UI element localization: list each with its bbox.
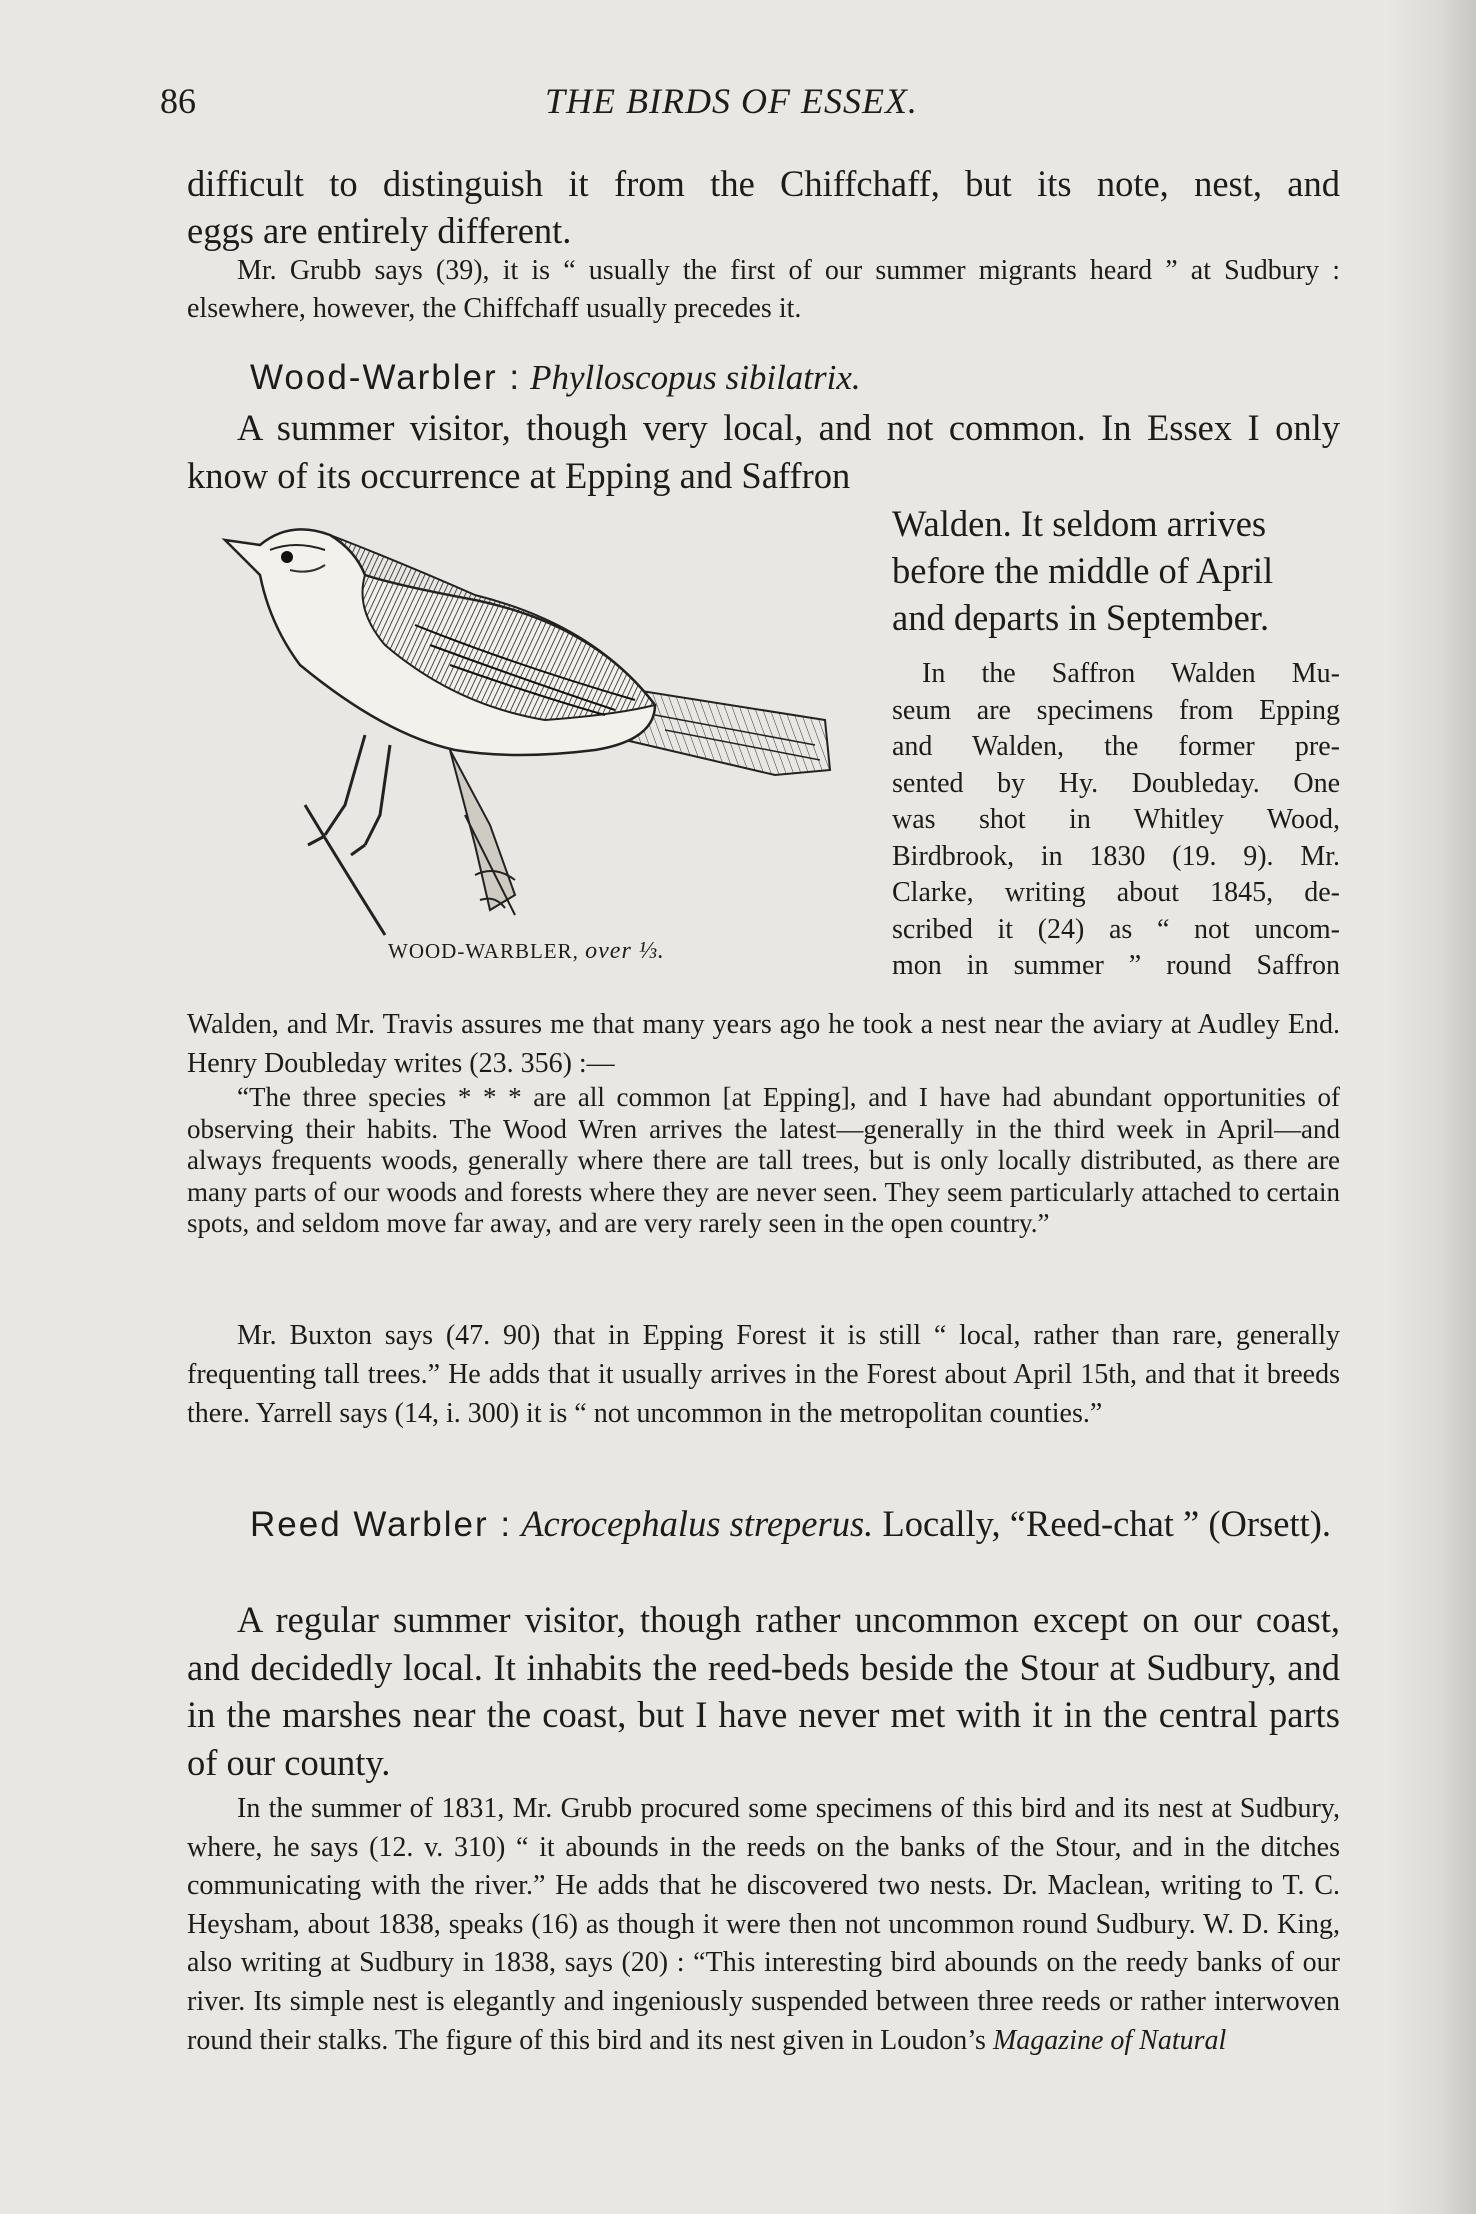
figure-caption-scale: over ⅓.	[585, 938, 665, 964]
side-line-2: seum are specimens from Epping	[892, 694, 1340, 726]
wood-warbler-name: Wood-Warbler :	[250, 358, 522, 397]
doubleday-quote	[187, 1082, 1340, 1240]
doubleday-quote-text: “The three species * * * are all common [at Epping], and I have had abundant opportunities of observing their habits. The Wood Wren arrives the latest—generally in the third week in April—and always frequents woods, generally where there are tall trees, but is only locally distributed, as there are many parts of our woods and forests where they are never seen. They seem particularly attached to certain spots, and seldom move far away, and are very rarely seen in the open country.”	[187, 1082, 1340, 1238]
wood-warbler-para2-text: Walden, and Mr. Travis assures me that many years ago he took a nest near the aviary at Audley End. Henry Doubleday writes (23. 356) :—	[187, 1009, 1340, 1079]
figure-caption-label: WOOD-WARBLER,	[388, 939, 579, 963]
reed-warbler-para2-italic: Magazine of Natural	[992, 2024, 1227, 2056]
buxton-note	[187, 1316, 1340, 1433]
side-line-1: In the Saffron Walden Mu-	[922, 658, 1340, 689]
figure-caption	[388, 938, 665, 965]
reed-warbler-heading-text	[187, 1500, 1340, 1549]
reed-warbler-para2	[187, 1790, 1340, 2060]
intro-continuation	[187, 160, 1340, 254]
reed-warbler-para2-text	[187, 1790, 1340, 2060]
grubb-note	[187, 252, 1340, 328]
wood-warbler-para1	[187, 404, 1340, 500]
intro-line-1: difficult to distinguish it from the Chiffchaff, but its note, nest, and	[187, 163, 1340, 204]
intro-line-2: eggs are entirely different.	[187, 210, 572, 251]
wood-warbler-figure	[215, 515, 855, 955]
reed-warbler-para1-text: A regular summer visitor, though rather uncommon except on our coast, and decidedly local. It inhabits the reed-beds beside the Stour at Sudbury, and in the marshes near the coast, but I have never met with it in the central parts of our county.	[187, 1599, 1340, 1783]
reed-warbler-para2-main: In the summer of 1831, Mr. Grubb procured some specimens of this bird and its nest at Sudbury, where, he says (12. v. 310) “ it abounds in the reeds on the banks of the Stour, and in the ditches communicating with the river.” He adds that he discovered two nests. Dr. Maclean, writing to T. C. Heysham, about 1838, speaks (16) as though it were then not uncommon round Sudbury. W. D. King, also writing at Sudbury in 1838, says (20) : “This interesting bird abounds on the reedy banks of our river. Its simple nest is elegantly and ingeniously suspended between three reeds or rather interwoven round their stalks. The figure of this bird and its nest given in Loudon’s	[187, 1793, 1340, 2056]
reed-warbler-name: Reed Warbler :	[250, 1505, 513, 1544]
grubb-paragraph: Mr. Grubb says (39), it is “ usually the first of our summer migrants heard ” at Sudbury : elsewhere, however, the Chiffchaff usually precedes it.	[187, 255, 1340, 324]
buxton-note-text: Mr. Buxton says (47. 90) that in Epping Forest it is still “ local, rather than rare, generally frequenting tall trees.” He adds that it usually arrives in the Forest about April 15th, and that it breeds there. Yarrell says (14, i. 300) it is “ not uncommon in the metropolitan counties.”	[187, 1320, 1340, 1429]
side-large-line-1: Walden. It seldom arrives	[892, 503, 1267, 544]
side-line-4: sented by Hy. Doubleday. One	[892, 767, 1340, 799]
side-line-8: scribed it (24) as “ not uncom-	[892, 913, 1340, 945]
wood-warbler-heading	[250, 356, 1340, 398]
side-large-line-2: before the middle of April	[892, 550, 1274, 591]
wood-warbler-illustration	[215, 515, 855, 955]
running-title: THE BIRDS OF ESSEX.	[545, 81, 918, 121]
wood-warbler-side-large	[892, 500, 1340, 641]
side-line-7: Clarke, writing about 1845, de-	[892, 877, 1340, 908]
wood-warbler-latin: Phylloscopus sibilatrix.	[530, 358, 861, 397]
wood-warbler-side-small	[892, 656, 1340, 985]
reed-warbler-local-name: Locally, “Reed-chat ” (Orsett).	[882, 1503, 1332, 1544]
side-line-3: and Walden, the former pre-	[892, 731, 1340, 762]
side-line-5: was shot in Whitley Wood,	[892, 804, 1340, 835]
reed-warbler-para1	[187, 1596, 1340, 1786]
wood-warbler-para1-text: A summer visitor, though very local, and not common. In Essex I only know of its occurrence at Epping and Saffron	[187, 407, 1340, 496]
reed-warbler-latin: Acrocephalus streperus.	[521, 1503, 874, 1544]
page-number: 86	[160, 81, 196, 121]
side-large-line-3: and departs in September.	[892, 597, 1270, 638]
reed-warbler-heading	[187, 1500, 1340, 1549]
side-line-9: mon in summer ” round Saffron	[892, 950, 1340, 981]
side-line-6: Birdbrook, in 1830 (19. 9). Mr.	[892, 840, 1340, 872]
wood-warbler-para2	[187, 1005, 1340, 1083]
